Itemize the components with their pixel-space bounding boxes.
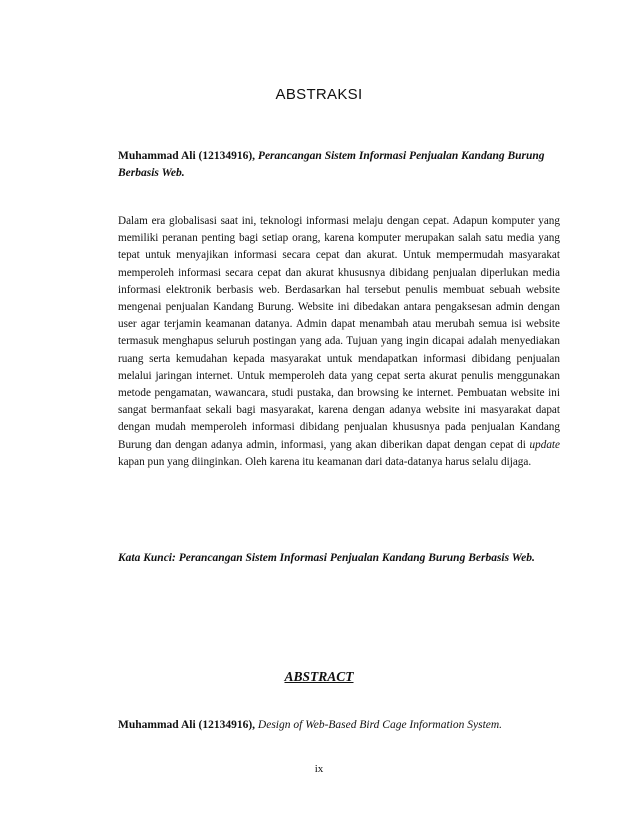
page-number: ix <box>314 763 324 775</box>
author-name-id: Muhammad Ali (12134916), <box>118 150 256 162</box>
author-block-id <box>118 148 558 182</box>
abstraksi-heading: ABSTRAKSI <box>275 86 363 103</box>
keywords-id: Kata Kunci: Perancangan Sistem Informasi Penjualan Kandang Burung Berbasis Web. <box>118 552 535 564</box>
author-name-en: Muhammad Ali (12134916), <box>118 719 256 731</box>
thesis-title-en: Design of Web-Based Bird Cage Information System. <box>257 719 503 731</box>
thesis-title-id: Perancangan Sistem Informasi Penjualan Kandang Burung Berbasis Web. <box>118 150 545 179</box>
abstract-text-part-2: kapan pun yang diinginkan. Oleh karena itu keamanan dari data-datanya harus selalu dijaga. <box>118 455 532 468</box>
abstract-italic-word: update <box>529 438 560 451</box>
abstract-paragraph-id <box>118 213 560 471</box>
author-block-en <box>118 717 578 734</box>
abstract-heading-en: ABSTRACT <box>284 669 354 684</box>
abstract-text-part-1: Dalam era globalisasi saat ini, teknologi informasi melaju dengan cepat. Adapun komputer yang memiliki peranan penting bagi setiap orang, karena komputer merupakan salah satu media yang tepat untuk menyajikan informasi secara cepat dan akurat. Untuk mempermudah masyarakat memperoleh informasi secara cepat dan akurat khususnya dibidang penjualan diperlukan media informasi elektronik berbasis web. Berdasarkan hal tersebut penulis membuat sebuah website mengenai penjualan Kandang Burung. Website ini dibedakan antara pengaksesan admin dengan user agar terjamin keamanan datanya. Admin dapat menambah atau merubah semua isi website termasuk menghapus seluruh postingan yang ada. Tujuan yang ingin dicapai adalah menyediakan ruang serta kemudahan kepada masyarakat untuk mendapatkan informasi dibidang penjualan melalui jaringan internet. Untuk memperoleh data yang cepat serta akurat penulis menggunakan metode pengamatan, wawancara, studi pustaka, dan browsing ke internet. Pembuatan website ini sangat bermanfaat sekali bagi masyarakat, karena dengan adanya website ini masyarakat dapat dengan mudah memperoleh informasi dibidang penjualan khususnya pada penjualan Kandang Burung dan dengan adanya admin, informasi, yang akan diberikan dapat dengan cepat di <box>118 215 560 451</box>
